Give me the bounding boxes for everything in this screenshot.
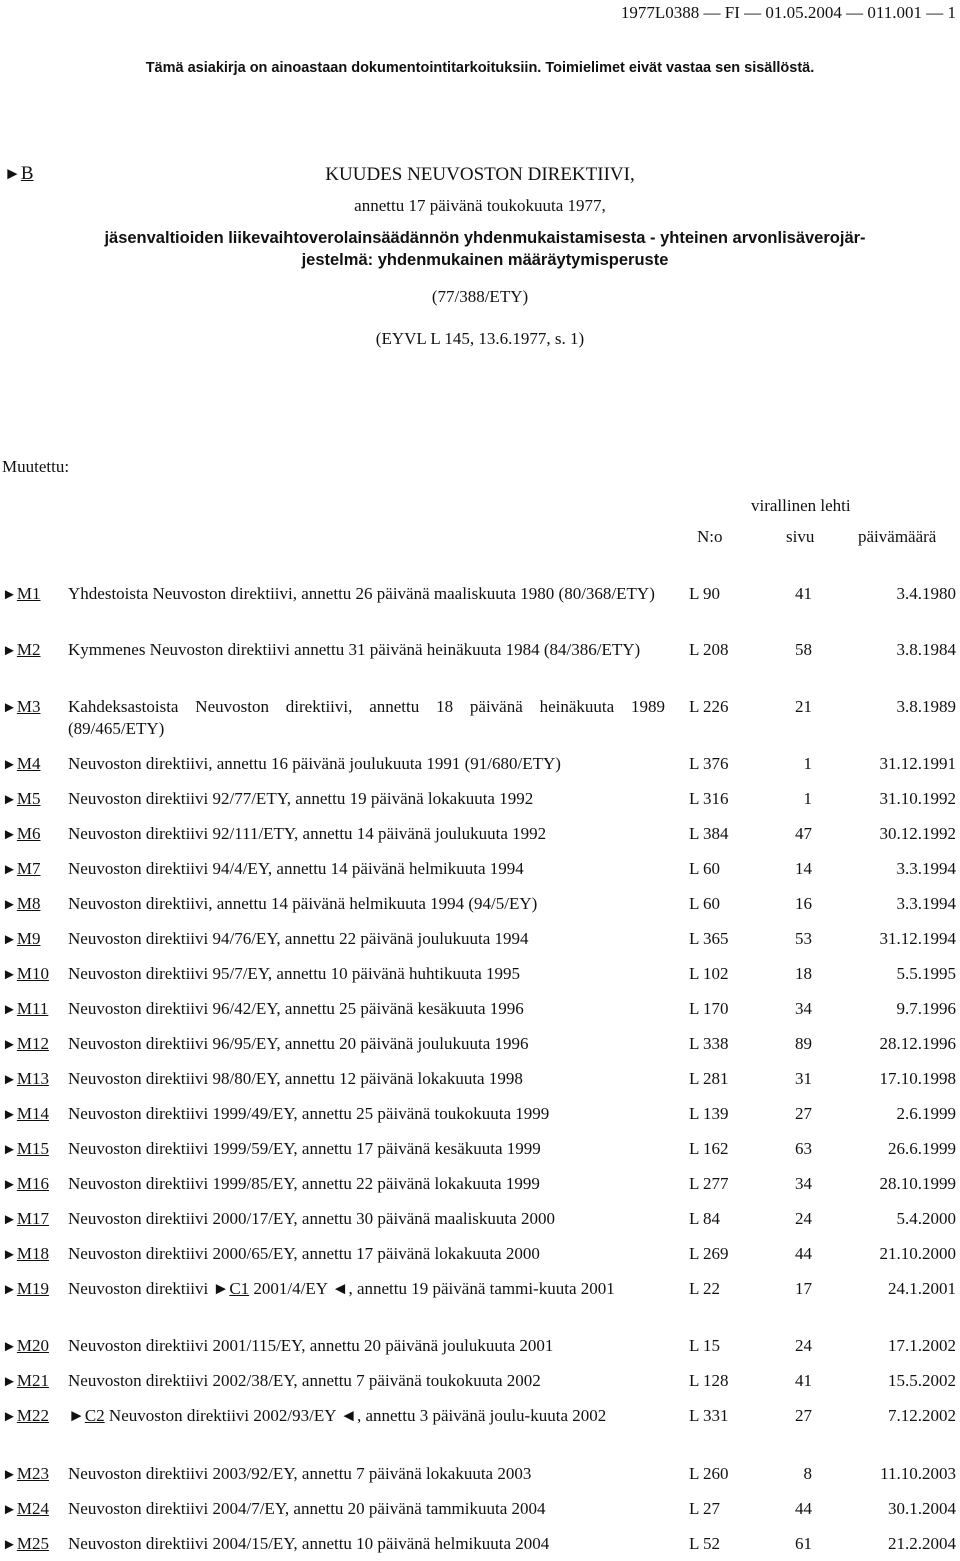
journal-page: 8	[803, 1464, 812, 1483]
amendment-marker[interactable]	[2, 963, 49, 986]
amendment-description: Neuvoston direktiivi 2004/7/EY, annettu 20 päivänä tammikuuta 2004	[68, 1499, 546, 1518]
amendment-marker[interactable]	[2, 1138, 49, 1161]
marker-arrow-icon: ►	[2, 862, 17, 878]
journal-number: L 128	[689, 1371, 729, 1390]
journal-page: 1	[803, 754, 812, 773]
directive-subject: jäsenvaltioiden liikevaihtoverolainsäädännön yhdenmukaistamisesta - yhteinen arvonlisäverojär- jestelmä: yhdenmukainen määräytymisperuste	[104, 229, 866, 269]
amendment-marker[interactable]	[2, 1370, 49, 1393]
corrigendum-code-link[interactable]: C2	[84, 1406, 105, 1425]
amendment-description: Yhdestoista Neuvoston direktiivi, annettu 26 päivänä maaliskuuta 1980 (80/368/ETY)	[68, 584, 655, 603]
journal-page: 1	[803, 789, 812, 808]
amendment-code-link[interactable]: M17	[16, 1209, 49, 1228]
journal-number: L 22	[689, 1279, 721, 1298]
amendment-marker[interactable]	[2, 893, 40, 916]
marker-arrow-icon: ►	[2, 1072, 17, 1088]
amended-by-label: Muutettu:	[2, 457, 70, 476]
amendment-description: Neuvoston direktiivi, annettu 16 päivänä joulukuuta 1991 (91/680/ETY)	[68, 754, 561, 773]
amendment-description: Neuvoston direktiivi 96/42/EY, annettu 25 päivänä kesäkuuta 1996	[68, 999, 524, 1018]
amendment-description: Neuvoston direktiivi 1999/59/EY, annettu 17 päivänä kesäkuuta 1999	[68, 1139, 541, 1158]
journal-number: L 60	[689, 894, 721, 913]
amendment-marker[interactable]	[2, 1405, 49, 1428]
journal-number: L 338	[689, 1034, 729, 1053]
amendment-marker[interactable]	[2, 1498, 49, 1521]
amendment-marker[interactable]	[2, 1173, 49, 1196]
amendment-marker[interactable]	[2, 639, 40, 662]
amendment-description: Neuvoston direktiivi 92/111/ETY, annettu 14 päivänä joulukuuta 1992	[68, 824, 547, 843]
journal-date: 7.12.2002	[888, 1406, 956, 1425]
journal-number: L 170	[689, 999, 729, 1018]
journal-number: L 90	[689, 584, 721, 603]
amendment-marker[interactable]	[2, 1068, 49, 1091]
amendment-code-link[interactable]: M13	[16, 1069, 49, 1088]
journal-page: 14	[795, 859, 812, 878]
amendment-code-link[interactable]: M12	[16, 1034, 49, 1053]
journal-number: L 60	[689, 859, 721, 878]
directive-title: KUUDES NEUVOSTON DIREKTIIVI,	[325, 164, 635, 185]
journal-page: 53	[795, 929, 812, 948]
corrigendum-code-link[interactable]: C1	[229, 1279, 250, 1298]
marker-arrow-icon: ►	[2, 1002, 17, 1018]
journal-page: 16	[795, 894, 812, 913]
amendment-description: Neuvoston direktiivi 95/7/EY, annettu 10 päivänä huhtikuuta 1995	[68, 964, 521, 983]
amendment-code-link[interactable]: M20	[16, 1336, 49, 1355]
amendment-marker[interactable]	[2, 1463, 49, 1486]
journal-number: L 226	[689, 697, 729, 716]
amendment-description: Neuvoston direktiivi 98/80/EY, annettu 12 päivänä lokakuuta 1998	[68, 1069, 523, 1088]
amendment-description: Neuvoston direktiivi 94/4/EY, annettu 14 päivänä helmikuuta 1994	[68, 859, 524, 878]
amendment-description: Neuvoston direktiivi ►C1 2001/4/EY ◄, annettu 19 päivänä tammi-kuuta 2001	[68, 1279, 615, 1298]
amendment-marker[interactable]	[2, 1033, 49, 1056]
marker-arrow-icon: ►	[2, 1339, 17, 1355]
amendment-description: Neuvoston direktiivi 96/95/EY, annettu 20 päivänä joulukuuta 1996	[68, 1034, 529, 1053]
marker-arrow-icon: ►	[2, 757, 17, 773]
journal-page: 24	[795, 1336, 812, 1355]
amendment-code-link[interactable]: M1	[16, 584, 41, 603]
amendment-code-link[interactable]: M11	[16, 999, 49, 1018]
column-header-page: sivu	[786, 527, 815, 546]
amendment-marker[interactable]	[2, 1208, 49, 1231]
marker-arrow-icon: ►	[2, 1282, 17, 1298]
marker-arrow-icon: ►	[2, 587, 17, 603]
amendment-code-link[interactable]: M3	[16, 697, 41, 716]
amendment-code-link[interactable]: M10	[16, 964, 49, 983]
amendment-code-link[interactable]: M22	[16, 1406, 49, 1425]
amendment-code-link[interactable]: M4	[16, 754, 41, 773]
amendment-marker[interactable]	[2, 583, 40, 606]
disclaimer-text: Tämä asiakirja on ainoastaan dokumentointitarkoituksiin. Toimielimet eivät vastaa sen sisällöstä.	[145, 60, 815, 76]
marker-arrow-icon: ►	[2, 700, 17, 716]
amendment-code-link[interactable]: M6	[16, 824, 41, 843]
journal-date: 28.10.1999	[879, 1174, 956, 1193]
amendment-marker[interactable]	[2, 696, 40, 719]
journal-number: L 260	[689, 1464, 729, 1483]
journal-page: 34	[795, 999, 812, 1018]
journal-date: 17.1.2002	[888, 1336, 956, 1355]
marker-arrow-icon: ►	[2, 1374, 17, 1390]
journal-date: 3.8.1984	[896, 640, 956, 659]
amendment-description: Kymmenes Neuvoston direktiivi annettu 31 päivänä heinäkuuta 1984 (84/386/ETY)	[68, 640, 641, 659]
journal-date: 3.4.1980	[896, 584, 956, 603]
marker-arrow-icon: ►	[2, 1142, 17, 1158]
amendment-code-link[interactable]: M21	[16, 1371, 49, 1390]
journal-date: 17.10.1998	[879, 1069, 956, 1088]
official-journal-reference: (EYVL L 145, 13.6.1977, s. 1)	[375, 329, 585, 348]
journal-number: L 139	[689, 1104, 729, 1123]
journal-page: 27	[795, 1406, 812, 1425]
journal-number: L 15	[689, 1336, 721, 1355]
journal-page: 31	[795, 1069, 812, 1088]
journal-page: 41	[795, 584, 812, 603]
amendment-description: Neuvoston direktiivi 2002/38/EY, annettu 7 päivänä toukokuuta 2002	[68, 1371, 541, 1390]
journal-page: 63	[795, 1139, 812, 1158]
journal-page: 17	[795, 1279, 812, 1298]
journal-page: 41	[795, 1371, 812, 1390]
amendment-code-link[interactable]: M8	[16, 894, 41, 913]
journal-date: 30.1.2004	[888, 1499, 956, 1518]
journal-page: 89	[795, 1034, 812, 1053]
journal-date: 5.5.1995	[896, 964, 956, 983]
amendment-code-link[interactable]: M2	[16, 640, 41, 659]
amendment-code-link[interactable]: M19	[16, 1279, 49, 1298]
marker-arrow-icon: ►	[2, 897, 17, 913]
amendment-description: ►C2 Neuvoston direktiivi 2002/93/EY ◄, annettu 3 päivänä joulu-kuuta 2002	[68, 1406, 607, 1425]
journal-number: L 281	[689, 1069, 729, 1088]
marker-arrow-icon: ►	[2, 1537, 17, 1553]
amendment-code-link[interactable]: M14	[16, 1104, 49, 1123]
marker-arrow-icon: ►	[2, 932, 17, 948]
journal-date: 31.12.1994	[879, 929, 956, 948]
amendment-code-link[interactable]: M15	[16, 1139, 49, 1158]
amendment-description: Neuvoston direktiivi 2003/92/EY, annettu 7 päivänä lokakuuta 2003	[68, 1464, 532, 1483]
amendment-description: Neuvoston direktiivi 1999/49/EY, annettu 25 päivänä toukokuuta 1999	[68, 1104, 550, 1123]
amendment-description: Neuvoston direktiivi 2004/15/EY, annettu 10 päivänä helmikuuta 2004	[68, 1534, 550, 1553]
amendment-code-link[interactable]: M18	[16, 1244, 49, 1263]
journal-date: 3.3.1994	[896, 859, 956, 878]
amendment-code-link[interactable]: M16	[16, 1174, 49, 1193]
journal-page: 44	[795, 1244, 812, 1263]
marker-arrow-icon: ►	[2, 1502, 17, 1518]
journal-date: 2.6.1999	[896, 1104, 956, 1123]
journal-number: L 277	[689, 1174, 729, 1193]
journal-page: 58	[795, 640, 812, 659]
journal-date: 5.4.2000	[896, 1209, 956, 1228]
marker-arrow-icon: ►	[2, 643, 17, 659]
marker-arrow-icon: ►	[2, 792, 17, 808]
journal-date: 21.10.2000	[879, 1244, 956, 1263]
corrigendum-marker[interactable]	[68, 1406, 105, 1425]
journal-date: 11.10.2003	[880, 1464, 956, 1483]
amendment-marker[interactable]	[2, 998, 48, 1021]
journal-date: 30.12.1992	[879, 824, 956, 843]
marker-arrow-icon: ►	[4, 164, 21, 183]
amendment-description: Neuvoston direktiivi 2001/115/EY, annettu 20 päivänä joulukuuta 2001	[68, 1336, 554, 1355]
journal-date: 21.2.2004	[888, 1534, 956, 1553]
journal-date: 26.6.1999	[888, 1139, 956, 1158]
journal-page: 34	[795, 1174, 812, 1193]
journal-date: 9.7.1996	[896, 999, 956, 1018]
amendment-description: Neuvoston direktiivi 92/77/ETY, annettu 19 päivänä lokakuuta 1992	[68, 789, 534, 808]
amendment-marker[interactable]	[2, 1278, 49, 1301]
marker-arrow-icon: ►	[2, 1212, 17, 1228]
amendment-marker[interactable]	[2, 753, 40, 776]
marker-arrow-icon: ►	[212, 1279, 230, 1298]
journal-number: L 208	[689, 640, 729, 659]
document-reference-header: 1977L0388 — FI — 01.05.2004 — 011.001 — 1	[620, 3, 956, 22]
marker-arrow-icon: ►	[2, 967, 17, 983]
amendment-code-link[interactable]: M23	[16, 1464, 49, 1483]
journal-number: L 384	[689, 824, 729, 843]
journal-number: L 52	[689, 1534, 721, 1553]
marker-arrow-icon: ►	[2, 1247, 17, 1263]
journal-date: 24.1.2001	[888, 1279, 956, 1298]
end-marker-icon: ◄	[340, 1406, 357, 1425]
journal-date: 31.12.1991	[879, 754, 956, 773]
journal-page: 61	[795, 1534, 812, 1553]
amendment-description: Neuvoston direktiivi, annettu 14 päivänä helmikuuta 1994 (94/5/EY)	[68, 894, 538, 913]
base-act-label[interactable]: B	[20, 163, 34, 184]
journal-page: 44	[795, 1499, 812, 1518]
journal-number: L 269	[689, 1244, 729, 1263]
directive-number: (77/388/ETY)	[431, 287, 529, 306]
amendment-marker[interactable]	[2, 823, 40, 846]
amendment-description: Neuvoston direktiivi 1999/85/EY, annettu 22 päivänä lokakuuta 1999	[68, 1174, 540, 1193]
journal-number: L 331	[689, 1406, 729, 1425]
amendment-marker[interactable]	[2, 928, 40, 951]
amendment-code-link[interactable]: M25	[16, 1534, 49, 1553]
amendment-marker[interactable]	[2, 1243, 49, 1266]
journal-date: 3.3.1994	[896, 894, 956, 913]
journal-number: L 27	[689, 1499, 721, 1518]
journal-page: 27	[795, 1104, 812, 1123]
corrigendum-marker[interactable]	[212, 1279, 249, 1298]
journal-number: L 84	[689, 1209, 721, 1228]
marker-arrow-icon: ►	[2, 1409, 17, 1425]
column-header-date: päivämäärä	[858, 527, 937, 546]
marker-arrow-icon: ►	[2, 827, 17, 843]
amendment-marker[interactable]	[2, 1335, 49, 1358]
amendment-description: Neuvoston direktiivi 2000/65/EY, annettu 17 päivänä lokakuuta 2000	[68, 1244, 540, 1263]
journal-page: 24	[795, 1209, 812, 1228]
amendment-code-link[interactable]: M7	[16, 859, 41, 878]
journal-date: 3.8.1989	[896, 697, 956, 716]
marker-arrow-icon: ►	[2, 1037, 17, 1053]
marker-arrow-icon: ►	[68, 1406, 85, 1425]
amendment-description: Neuvoston direktiivi 2000/17/EY, annettu 30 päivänä maaliskuuta 2000	[68, 1209, 555, 1228]
marker-arrow-icon: ►	[2, 1467, 17, 1483]
journal-number: L 102	[689, 964, 729, 983]
journal-date: 28.12.1996	[879, 1034, 956, 1053]
journal-date: 15.5.2002	[888, 1371, 956, 1390]
amendment-description: Neuvoston direktiivi 94/76/EY, annettu 22 päivänä joulukuuta 1994	[68, 929, 529, 948]
column-group-official-journal: virallinen lehti	[751, 496, 851, 515]
amendment-marker[interactable]	[2, 788, 40, 811]
journal-number: L 316	[689, 789, 729, 808]
amendment-code-link[interactable]: M5	[16, 789, 41, 808]
journal-page: 47	[795, 824, 812, 843]
journal-number: L 162	[689, 1139, 729, 1158]
journal-number: L 376	[689, 754, 729, 773]
journal-date: 31.10.1992	[879, 789, 956, 808]
amendment-code-link[interactable]: M24	[16, 1499, 49, 1518]
journal-page: 21	[795, 697, 812, 716]
end-marker-icon: ◄	[331, 1279, 349, 1298]
marker-arrow-icon: ►	[2, 1107, 17, 1123]
amendment-code-link[interactable]: M9	[16, 929, 41, 948]
marker-arrow-icon: ►	[2, 1177, 17, 1193]
amendment-marker[interactable]	[2, 1103, 49, 1126]
journal-number: L 365	[689, 929, 729, 948]
amendment-description: Kahdeksastoista Neuvoston direktiivi, annettu 18 päivänä heinäkuuta 1989 (89/465/ETY)	[68, 697, 665, 738]
journal-page: 18	[795, 964, 812, 983]
directive-date: annettu 17 päivänä toukokuuta 1977,	[354, 196, 606, 215]
amendment-marker[interactable]	[2, 858, 40, 881]
column-header-number: N:o	[697, 527, 723, 546]
amendment-marker[interactable]	[2, 1533, 49, 1556]
